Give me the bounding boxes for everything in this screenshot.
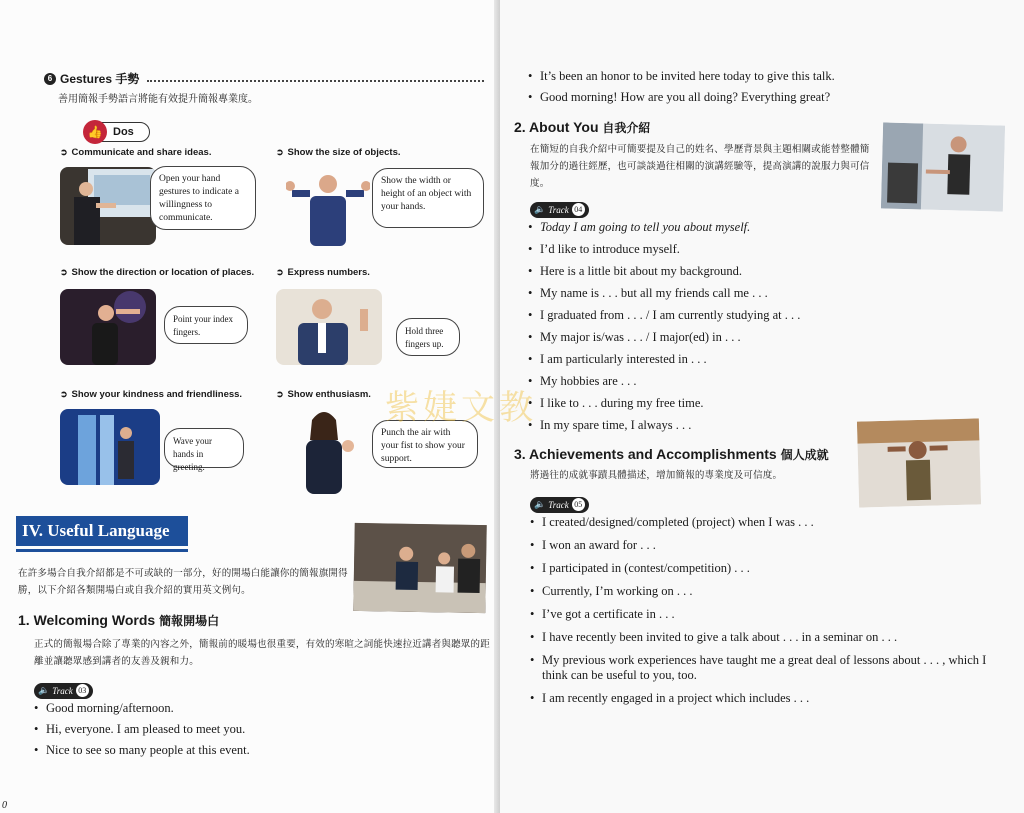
gesture-photo-man-three-fingers <box>276 289 382 365</box>
track-badge[interactable]: 🔈 Track 05 <box>530 494 589 513</box>
gesture-photo-presenter <box>60 167 156 245</box>
gesture-caption: ➲ Show your kindness and friendliness. <box>60 389 243 400</box>
useful-language-title: IV. Useful Language <box>16 516 188 546</box>
woman-presenting-photo <box>881 122 1005 211</box>
list-item: • I am recently engaged in a project which includes . . . <box>530 691 1004 706</box>
track-badge[interactable]: 🔈 Track 04 <box>530 199 589 218</box>
gesture-bubble: Show the width or height of an object with your hands. <box>372 168 484 228</box>
gesture-photo-man-waving <box>60 409 160 485</box>
list-item: • I’ve got a certificate in . . . <box>530 607 1004 622</box>
dos-label: Dos <box>113 126 134 138</box>
list-item: • Currently, I’m working on . . . <box>530 584 1004 599</box>
list-item: • My major is/was . . . / I major(ed) in . . . <box>528 330 988 345</box>
list-item: • Good morning! How are you all doing? Everything great? <box>528 90 998 105</box>
gesture-bubble: Hold three fingers up. <box>396 318 460 356</box>
list-item: • I like to . . . during my free time. <box>528 396 988 411</box>
list-item: • My hobbies are . . . <box>528 374 988 389</box>
gesture-bubble: Wave your hands in greeting. <box>164 428 244 468</box>
speaker-icon: 🔈 <box>38 685 50 695</box>
speaker-icon: 🔈 <box>534 499 546 509</box>
list-item: • I participated in (contest/competition) . . . <box>530 561 1004 576</box>
achievements-list <box>530 515 1004 706</box>
track-badge[interactable]: 🔈 Track 03 <box>34 680 93 699</box>
watermark: 紫婕文教 <box>385 388 537 428</box>
gesture-bubble: Open your hand gestures to indicate a willingness to communicate. <box>150 166 256 230</box>
list-item: • Hi, everyone. I am pleased to meet you. <box>34 722 474 737</box>
meeting-photo <box>353 523 487 613</box>
gestures-subtitle: 善用簡報手勢語言將能有效提升簡報專業度。 <box>58 94 258 105</box>
list-item: • My name is . . . but all my friends call me . . . <box>528 286 988 301</box>
gesture-bubble: Point your index fingers. <box>164 306 248 344</box>
achievements-description: 將過往的成就事蹟具體描述，增加簡報的專業度及可信度。 <box>530 470 783 481</box>
thumbs-up-icon: 👍 <box>83 120 107 144</box>
dos-tag <box>88 122 150 142</box>
right-page <box>500 0 1024 813</box>
gesture-photo-woman-pointing <box>60 289 156 365</box>
list-item: • It’s been an honor to be invited here today to give this talk. <box>528 69 998 84</box>
list-item: • Here is a little bit about my background. <box>528 264 988 279</box>
list-item: • My previous work experiences have taught me a great deal of lessons about . . . , which I think can be useful to you, too. <box>530 653 1004 683</box>
gestures-title: Gestures 手勢 <box>60 72 140 86</box>
list-item: • I won an award for . . . <box>530 538 1004 553</box>
list-item: • Good morning/afternoon. <box>34 701 474 716</box>
list-item: • I created/designed/completed (project) when I was . . . <box>530 515 1004 530</box>
dotted-leader <box>147 76 484 82</box>
about-you-description: 在簡短的自我介紹中可簡要提及自己的姓名、學歷背景與主題相關或能替整體簡報加分的過往經歷，也可談談過往相關的演講經驗等，提高演講的說服力與可信度。 <box>530 144 870 189</box>
achievements-heading: 3. Achievements and Accomplishments 個人成就 <box>514 446 829 462</box>
list-item: • Nice to see so many people at this event. <box>34 743 474 758</box>
list-item: • I graduated from . . . / I am currently studying at . . . <box>528 308 988 323</box>
list-item: • I’d like to introduce myself. <box>528 242 988 257</box>
gestures-heading <box>44 70 484 87</box>
gesture-caption: ➲ Show the direction or location of places. <box>60 267 255 278</box>
list-item: • In my spare time, I always . . . <box>528 418 988 433</box>
list-item: • Today I am going to tell you about myself. <box>528 220 988 235</box>
woman-cheering-photo <box>857 418 981 507</box>
welcoming-list <box>34 701 474 758</box>
page-number: 0 <box>2 800 7 811</box>
gesture-photo-man-width <box>286 170 370 246</box>
list-item: • I am particularly interested in . . . <box>528 352 988 367</box>
speaker-icon: 🔈 <box>534 204 546 214</box>
gesture-bubble: Punch the air with your fist to show your support. <box>372 420 478 468</box>
gesture-caption: ➲ Show enthusiasm. <box>276 389 371 400</box>
welcoming-list-continued <box>528 69 998 105</box>
gesture-caption: ➲ Express numbers. <box>276 267 370 278</box>
gesture-caption: ➲ Communicate and share ideas. <box>60 147 212 158</box>
about-you-list <box>528 220 988 433</box>
welcoming-description: 正式的簡報場合除了專業的內容之外，簡報前的暖場也很重要，有效的寒暄之詞能快速拉近講者與聽眾的距離並讓聽眾感到講者的友善及親和力。 <box>34 639 490 667</box>
welcoming-heading: 1. Welcoming Words 簡報開場白 <box>18 612 220 628</box>
useful-language-intro: 在許多場合自我介紹都是不可或缺的一部分，好的開場白能讓你的簡報旗開得勝，以下介紹各類開場白或自我介紹的實用英文例句。 <box>18 568 348 596</box>
section-number: 6 <box>44 73 56 85</box>
list-item: • I have recently been invited to give a talk about . . . in a seminar on . . . <box>530 630 1004 645</box>
gesture-caption: ➲ Show the size of objects. <box>276 147 401 158</box>
gesture-photo-woman-fist <box>296 406 360 494</box>
about-you-heading: 2. About You 自我介紹 <box>514 119 651 135</box>
